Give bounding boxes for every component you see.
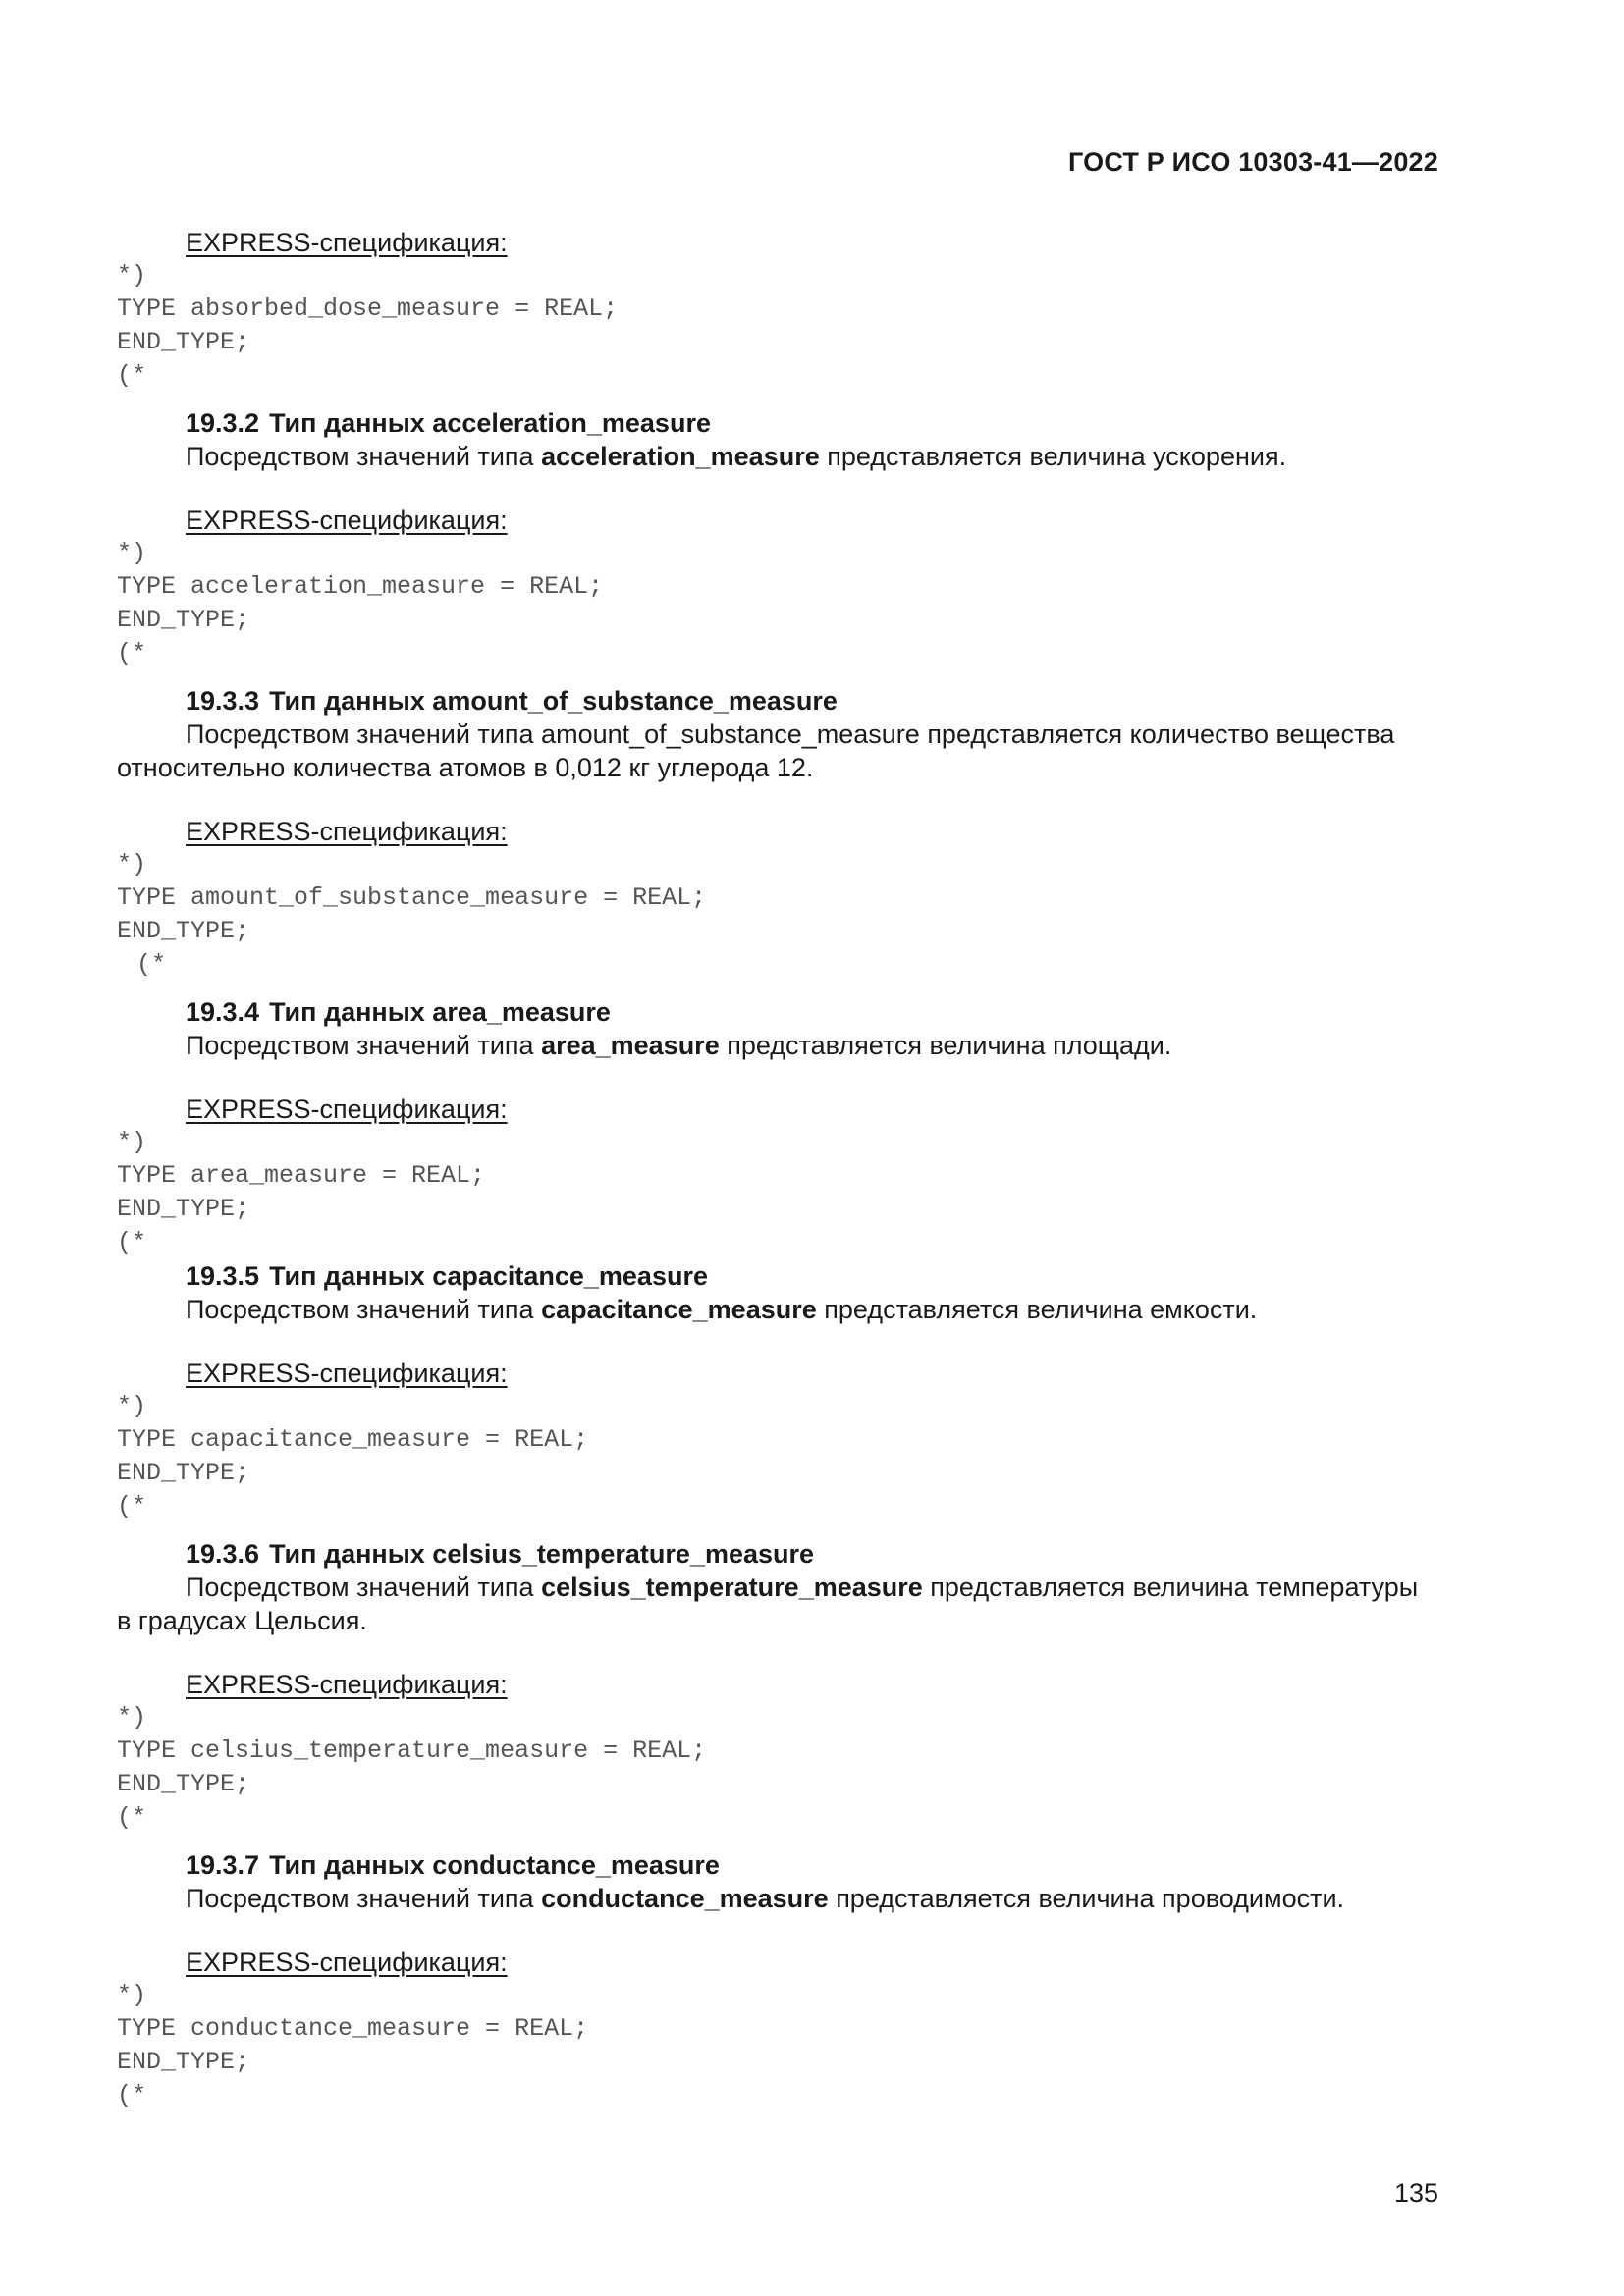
code-type-line: TYPE capacitance_measure = REAL; — [117, 1425, 589, 1454]
section-number: 19.3.2 — [186, 408, 260, 438]
section-description: Посредством значений типа celsius_temperature_measure представляется величина температуры в градусах Цельсия. — [117, 1573, 1419, 1635]
express-label: EXPRESS-спецификация: — [186, 1359, 508, 1388]
section-title: Тип данных acceleration_measure — [269, 408, 711, 438]
section-19-3-3 — [117, 684, 1438, 982]
code-end: END_TYPE; — [117, 1459, 250, 1487]
section-19-3-5 — [117, 1259, 1438, 1523]
section-19-3-4 — [117, 995, 1438, 1259]
code-open: *) — [117, 850, 147, 879]
express-label: EXPRESS-спецификация: — [186, 1948, 508, 1977]
code-type-line: TYPE conductance_measure = REAL; — [117, 2014, 589, 2043]
section-number: 19.3.7 — [186, 1850, 260, 1880]
section-title: Тип данных amount_of_substance_measure — [269, 686, 838, 716]
section-number: 19.3.5 — [186, 1261, 260, 1291]
section-19-3-2 — [117, 406, 1438, 670]
code-open: *) — [117, 1392, 147, 1420]
express-block-absorbed-dose — [117, 226, 1438, 393]
section-description: Посредством значений типа acceleration_measure представляется величина ускорения. — [186, 442, 1287, 471]
code-type-line: TYPE absorbed_dose_measure = REAL; — [117, 294, 619, 323]
code-close: (* — [117, 2081, 147, 2109]
section-heading — [186, 684, 1438, 718]
section-title: Тип данных celsius_temperature_measure — [269, 1539, 815, 1569]
code-close: (* — [117, 639, 147, 667]
code-end: END_TYPE; — [117, 917, 250, 945]
document-header: ГОСТ Р ИСО 10303-41—2022 — [1068, 147, 1438, 177]
code-open: *) — [117, 1703, 147, 1732]
section-number: 19.3.4 — [186, 997, 260, 1027]
code-open: *) — [117, 1128, 147, 1156]
code-open: *) — [117, 539, 147, 567]
section-description: Посредством значений типа area_measure представляется величина площади. — [186, 1031, 1172, 1060]
page-number: 135 — [1393, 2178, 1438, 2208]
code-end: END_TYPE; — [117, 2048, 250, 2076]
code-end: END_TYPE; — [117, 606, 250, 634]
section-19-3-6 — [117, 1537, 1438, 1835]
section-title: Тип данных area_measure — [269, 997, 611, 1027]
code-open: *) — [117, 261, 147, 290]
section-description: Посредством значений типа capacitance_measure представляется величина емкости. — [186, 1295, 1258, 1324]
code-type-line: TYPE area_measure = REAL; — [117, 1161, 486, 1190]
document-content — [117, 226, 1438, 2112]
section-19-3-7 — [117, 1848, 1438, 2112]
section-heading — [186, 1537, 1438, 1571]
section-title: Тип данных conductance_measure — [269, 1850, 720, 1880]
code-close: (* — [117, 1492, 147, 1521]
code-close: (* — [136, 950, 167, 979]
document-page — [117, 147, 1438, 2209]
section-number: 19.3.3 — [186, 686, 260, 716]
code-end: END_TYPE; — [117, 1195, 250, 1223]
express-label: EXPRESS-спецификация: — [186, 506, 508, 535]
code-close: (* — [117, 1803, 147, 1832]
section-number: 19.3.6 — [186, 1539, 260, 1569]
code-type-line: TYPE acceleration_measure = REAL; — [117, 572, 604, 601]
section-title: Тип данных capacitance_measure — [269, 1261, 708, 1291]
express-label: EXPRESS-спецификация: — [186, 817, 508, 846]
code-end: END_TYPE; — [117, 1770, 250, 1798]
section-description: Посредством значений типа amount_of_substance_measure представляется количество вещества относительно количества атомов в 0,012 кг углерода 12. — [117, 720, 1395, 782]
code-type-line: TYPE celsius_temperature_measure = REAL; — [117, 1736, 707, 1765]
code-close: (* — [117, 1228, 147, 1256]
section-heading — [186, 1848, 1438, 1882]
section-heading — [186, 406, 1438, 440]
section-description: Посредством значений типа conductance_measure представляется величина проводимости. — [186, 1884, 1345, 1913]
code-close: (* — [117, 361, 147, 390]
section-heading — [186, 995, 1438, 1029]
express-label: EXPRESS-спецификация: — [186, 228, 508, 257]
section-heading — [186, 1259, 1438, 1293]
code-end: END_TYPE; — [117, 328, 250, 356]
code-open: *) — [117, 1981, 147, 2009]
express-label: EXPRESS-спецификация: — [186, 1095, 508, 1124]
express-label: EXPRESS-спецификация: — [186, 1670, 508, 1699]
code-type-line: TYPE amount_of_substance_measure = REAL; — [117, 883, 707, 912]
